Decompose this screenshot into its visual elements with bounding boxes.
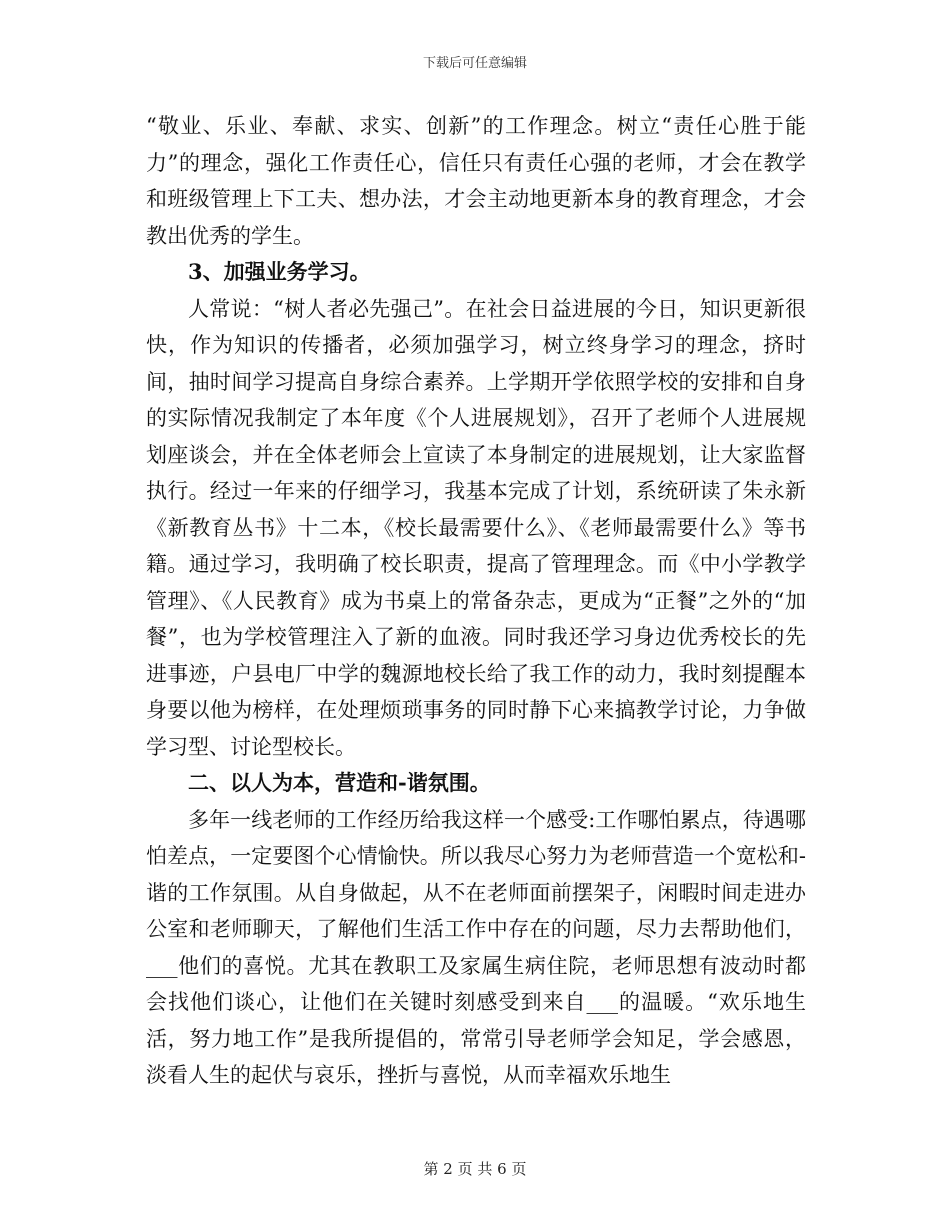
page-number-footer: 第 2 页 共 6 页 xyxy=(423,1160,527,1178)
paragraph-harmony: 多年一线老师的工作经历给我这样一个感受:工作哪怕累点，待遇哪怕差点，一定要图个心情愉快。所以我尽心努力为老师营造一个宽松和-谐的工作氛围。从自身做起，从不在老师面前摆架子，闲暇时间走进办公室和老师聊天，了解他们生活工作中存在的问题，尽力去帮助他们，___他们的喜悦。尤其在教职工及家属生病住院，老师思想有波动时都会找他们谈心，让他们在关键时刻感受到来自___的温暖。“欢乐地生活，努力地工作”是我所提倡的，常常引导老师学会知足，学会感恩，淡看人生的起伏与哀乐，挫折与喜悦，从而幸福欢乐地生 xyxy=(146,807,806,1087)
paragraph-work-philosophy: “敬业、乐业、奉献、求实、创新”的工作理念。树立“责任心胜于能力”的理念，强化工作责任心，信任只有责任心强的老师，才会在教学和班级管理上下工夫、想办法，才会主动地更新本身的教育理念，才会教出优秀的学生。 xyxy=(146,114,806,248)
paragraph-study: 人常说：“树人者必先强己”。在社会日益进展的今日，知识更新很快，作为知识的传播者，必须加强学习，树立终身学习的理念，挤时间，抽时间学习提高自身综合素养。上学期开学依照学校的安排和自身的实际情况我制定了本年度《个人进展规划》，召开了老师个人进展规划座谈会，并在全体老师会上宣读了本身制定的进展规划，让大家监督执行。经过一年来的仔细学习，我基本完成了计划，系统研读了朱永新《新教育丛书》十二本，《校长最需要什么》、《老师最需要什么》等书籍。通过学习，我明确了校长职责，提高了管理理念。而《中小学教学管理》、《人民教育》成为书桌上的常备杂志，更成为“正餐”之外的“加餐”，也为学校管理注入了新的血液。同时我还学习身边优秀校长的先进事迹，户县电厂中学的魏源地校长给了我工作的动力，我时刻提醒本身要以他为榜样，在处理烦琐事务的同时静下心来搞教学讨论，力争做学习型、讨论型校长。 xyxy=(146,296,806,759)
section-heading-harmony: 二、以人为本，营造和-谐氛围。 xyxy=(188,770,491,795)
section-heading-study: 3、加强业务学习。 xyxy=(188,259,371,284)
document-body xyxy=(146,108,806,1094)
page-header: 下载后可任意编辑 xyxy=(422,56,527,71)
